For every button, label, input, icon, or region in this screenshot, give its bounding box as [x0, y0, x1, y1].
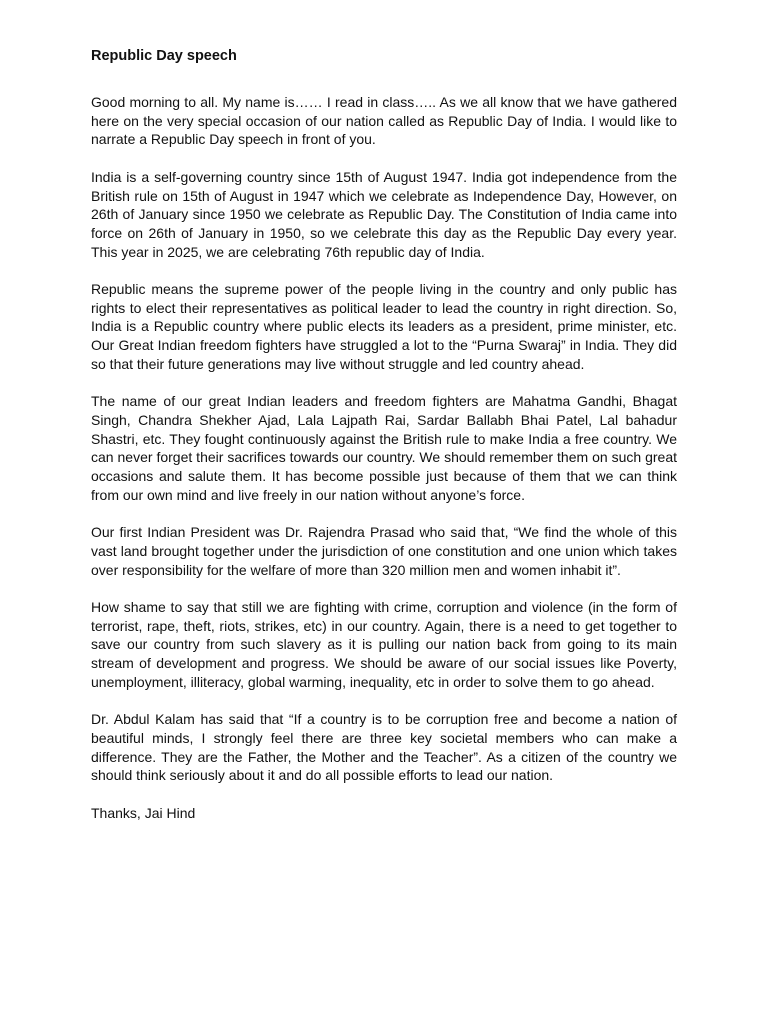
paragraph-freedom-fighters: The name of our great Indian leaders and freedom fighters are Mahatma Gandhi, Bhagat Singh, Chandra Shekher Ajad, Lala Lajpath Rai, Sardar Ballabh Bhai Patel, Lal bahadur Shastri, etc. They fought continuously against the British rule to make India a free country. We can never forget their sacrifices towards our country. We should remember them on such great occasions and salute them. It has become possible just because of them that we can think from our own mind and live freely in our nation without anyone’s force.: [91, 393, 677, 503]
paragraph-social-issues: How shame to say that still we are fighting with crime, corruption and violence (in the form of terrorist, rape, theft, riots, strikes, etc) in our country. Again, there is a need to get together to save our country from such slavery as it is pulling our nation back from going to its main stream of development and progress. We should be aware of our social issues like Poverty, unemployment, illiteracy, global warming, inequality, etc in order to solve them to go ahead.: [91, 598, 677, 690]
paragraph-republic-meaning: Republic means the supreme power of the people living in the country and only public has rights to elect their representatives as political leader to lead the country in right direction. So, India is a Republic country where public elects its leaders as a president, prime minister, etc. Our Great Indian freedom fighters have struggled a lot to the “Purna Swaraj” in India. They did so that their future generations may live without struggle and led country ahead.: [91, 281, 677, 372]
document-page: [91, 46, 677, 822]
paragraph-abdul-kalam: Dr. Abdul Kalam has said that “If a country is to be corruption free and become a nation of beautiful minds, I strongly feel there are three key societal members who can make a difference. They are the Father, the Mother and the Teacher”. As a citizen of the country we should think seriously about it and do all possible efforts to lead our nation.: [91, 711, 677, 784]
paragraph-independence: India is a self-governing country since 15th of August 1947. India got independence from the British rule on 15th of August in 1947 which we celebrate as Independence Day, However, on 26th of January since 1950 we celebrate as Republic Day. The Constitution of India came into force on 26th of January in 1950, so we celebrate this day as the Republic Day every year. This year in 2025, we are celebrating 76th republic day of India.: [91, 168, 677, 260]
paragraph-greeting: Good morning to all. My name is…… I read in class….. As we all know that we have gathered here on the very special occasion of our nation called as Republic Day of India. I would like to narrate a Republic Day speech in front of you.: [91, 94, 677, 148]
document-title: Republic Day speech: [91, 48, 237, 64]
closing-line: Thanks, Jai Hind: [91, 804, 196, 821]
paragraph-first-president: Our first Indian President was Dr. Rajendra Prasad who said that, “We find the whole of this vast land brought together under the jurisdiction of one constitution and one union which takes over responsibility for the welfare of more than 320 million men and women inhabit it”.: [91, 524, 677, 578]
